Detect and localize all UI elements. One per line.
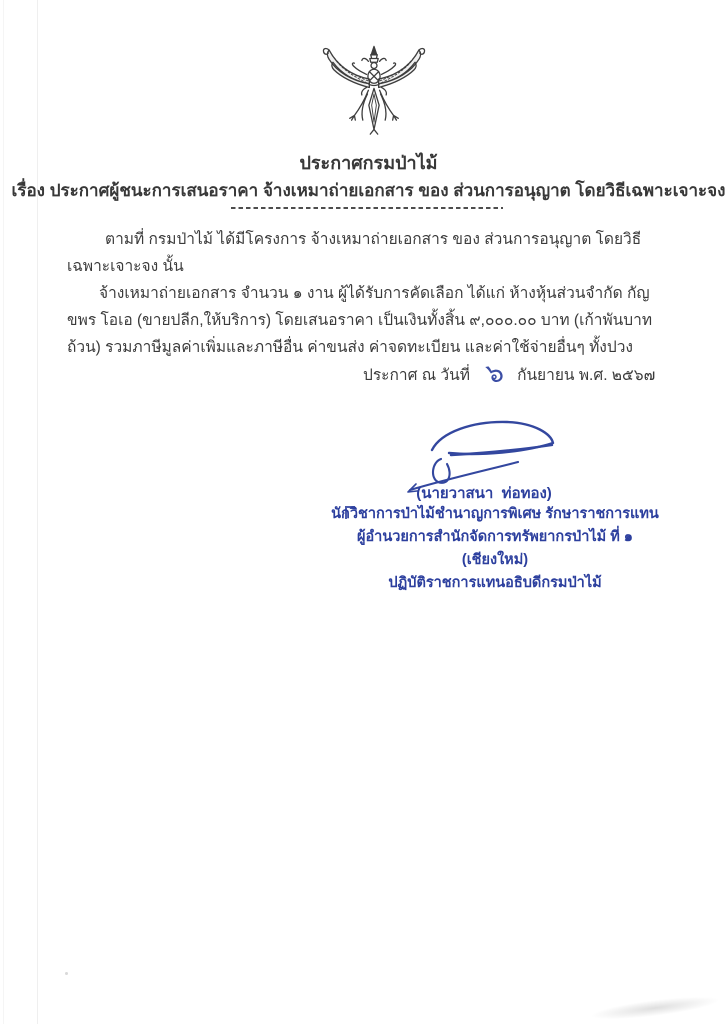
document-header — [6, 150, 725, 206]
position-stamp — [330, 503, 660, 595]
body-paragraph-2: จ้างเหมาถ่ายเอกสาร จำนวน ๑ งาน ผู้ได้รับการคัดเลือก ได้แก่ ห้างหุ้นส่วนจำกัด กัญขพร โอเอ (ขายปลีก,ให้บริการ) โดยเสนอราคา เป็นเงินทั้งสิ้น ๙,๐๐๐.๐๐ บาท (เก้าพันบาทถ้วน) รวมภาษีมูลค่าเพิ่มและภาษีอื่น ค่าขนส่ง ค่าจดทะเบียน และค่าใช้จ่ายอื่นๆ ทั้งปวง — [67, 285, 653, 356]
dashed-divider — [231, 207, 503, 209]
position-line-2: ผู้อำนวยการสำนักจัดการทรัพยากรป่าไม้ ที่ ๑ (เชียงใหม่) — [356, 529, 634, 568]
position-line-3: ปฏิบัติราชการแทนอธิบดีกรมป่าไม้ — [388, 575, 602, 591]
subject-line: เรื่อง ประกาศผู้ชนะการเสนอราคา จ้างเหมาถ่ายเอกสาร ของ ส่วนการอนุญาต โดยวิธีเฉพาะเจาะจง — [11, 181, 725, 200]
scan-artifact-dot — [65, 972, 68, 975]
body-paragraph-1: ตามที่ กรมป่าไม้ ได้มีโครงการ จ้างเหมาถ่ายเอกสาร ของ ส่วนการอนุญาต โดยวิธีเฉพาะเจาะจง นั้น — [67, 231, 642, 275]
scan-artifact-line — [3, 0, 4, 1024]
body-text — [67, 226, 659, 361]
garuda-emblem-icon — [318, 44, 430, 144]
date-prefix: ประกาศ ณ วันที่ — [363, 367, 470, 384]
position-line-1: นักวิชาการป่าไม้ชำนาญการพิเศษ รักษาราชการแทน — [331, 506, 659, 522]
announcement-date-line — [363, 356, 656, 390]
page-title: ประกาศกรมป่าไม้ — [299, 153, 438, 173]
date-suffix: กันยายน พ.ศ. ๒๕๖๗ — [517, 367, 656, 384]
scan-artifact-smudge — [590, 992, 721, 1024]
signatory-name: (นายวาสนา ท่อทอง) — [416, 485, 552, 502]
handwritten-day-numeral: ๖ — [483, 356, 506, 390]
